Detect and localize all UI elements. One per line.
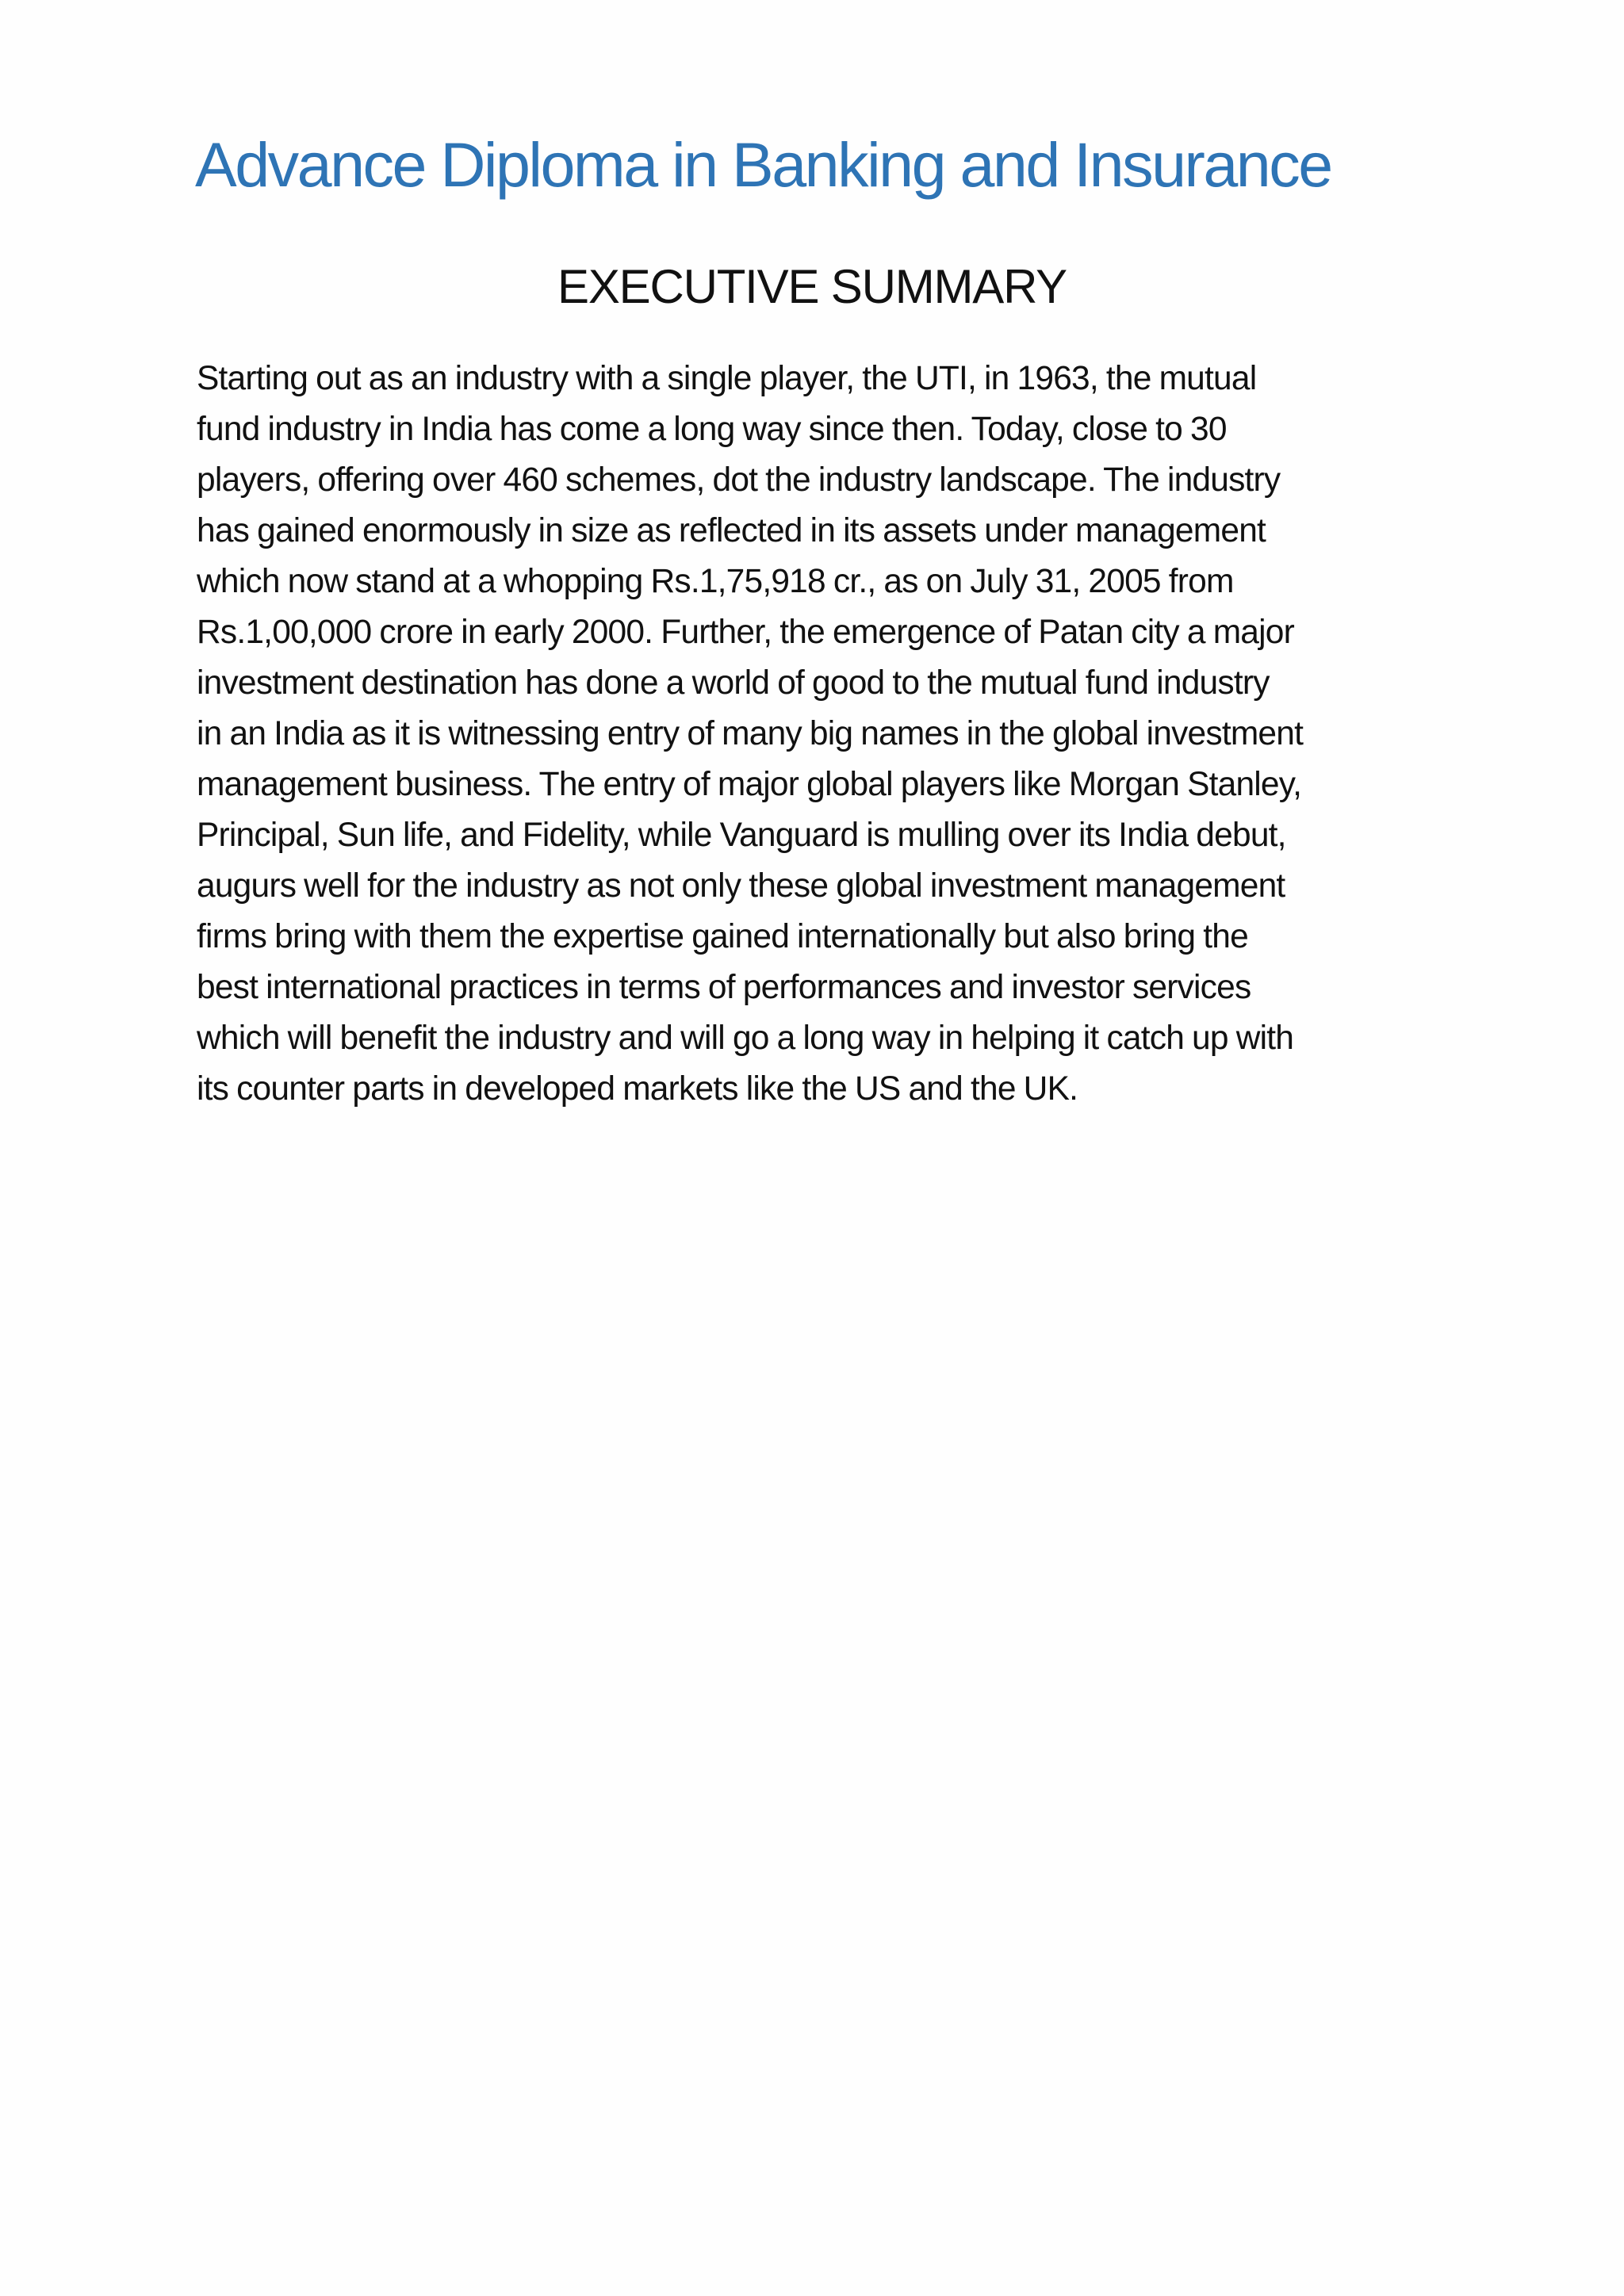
paragraph-line: best international practices in terms of performances and investor services <box>197 969 1251 1006</box>
paragraph-line: fund industry in India has come a long way since then. Today, close to 30 <box>197 411 1227 448</box>
paragraph-line: which now stand at a whopping Rs.1,75,918 cr., as on July 31, 2005 from <box>197 563 1234 600</box>
paragraph-line: Starting out as an industry with a single player, the UTI, in 1963, the mutual <box>197 360 1257 397</box>
paragraph-line: which will benefit the industry and will go a long way in helping it catch up with <box>197 1020 1294 1057</box>
paragraph-line: has gained enormously in size as reflected in its assets under management <box>197 512 1266 549</box>
paragraph-line: Rs.1,00,000 crore in early 2000. Further, the emergence of Patan city a major <box>197 614 1294 651</box>
executive-summary-paragraph <box>197 354 1434 1115</box>
paragraph-line: Principal, Sun life, and Fidelity, while Vanguard is mulling over its India debut, <box>197 817 1286 854</box>
paragraph-line: in an India as it is witnessing entry of many big names in the global investment <box>197 715 1304 752</box>
paragraph-line: players, offering over 460 schemes, dot the industry landscape. The industry <box>197 461 1281 499</box>
document-title: Advance Diploma in Banking and Insurance <box>195 129 1331 200</box>
paragraph-line: firms bring with them the expertise gained internationally but also bring the <box>197 918 1248 955</box>
paragraph-line: management business. The entry of major global players like Morgan Stanley, <box>197 766 1302 803</box>
section-heading: EXECUTIVE SUMMARY <box>557 260 1067 313</box>
paragraph-line: augurs well for the industry as not only these global investment management <box>197 867 1285 905</box>
paragraph-line: investment destination has done a world of good to the mutual fund industry <box>197 664 1270 702</box>
paragraph-line: its counter parts in developed markets like the US and the UK. <box>197 1070 1078 1108</box>
